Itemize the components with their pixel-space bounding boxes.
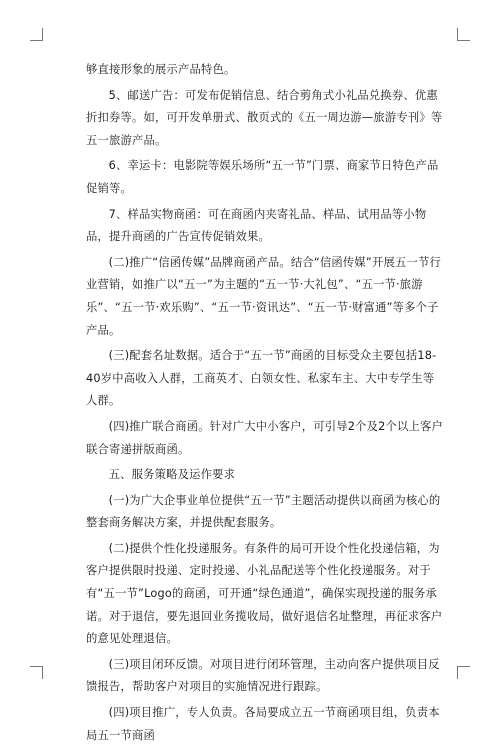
paragraph-lucky-card: 6、幸运卡：电影院等娱乐场所“五一节”门票、商家节日特色产品促销等。	[86, 159, 439, 195]
crop-mark-top-left	[30, 28, 43, 41]
section-heading-service-strategy: 五、服务策略及运作要求	[108, 468, 236, 482]
paragraph-continuation: 够直接形象的展示产品特色。	[86, 63, 236, 76]
paragraph-closed-loop-feedback: (三)项目闭环反馈。对项目进行闭环管理，主动向客户提供项目反馈报告，帮助客户对项目的实施情况进行跟踪。	[86, 657, 440, 694]
paragraph-project-promotion: (四)项目推广，专人负责。各局要成立五一节商函项目组，负责本局五一节商函	[86, 706, 440, 742]
paragraph-brand-products: (二)推广“信函传媒”品牌商函产品。结合“信函传媒”开展五一节行业营销，如推广以“五一”为主题的“五一节·大礼包”、“五一节·旅游乐”、“五一节·欢乐购”、“五一节·资讯达”、“五一节·财富通”等多个子产品。	[86, 255, 441, 337]
paragraph-sample-mail: 7、样品实物商函：可在商函内夹寄礼品、样品、试用品等小物品，提升商函的广告宣传促销效果。	[86, 207, 427, 244]
paragraph-address-data: (三)配套名址数据。适合于“五一节”商函的目标受众主要包括18-40岁中高收入人群，工商英才、白领女性、私家车主、大中专学生等人群。	[86, 349, 437, 408]
crop-mark-top-right	[457, 28, 470, 41]
paragraph-mail-ads: 5、邮送广告：可发布促销信息、结合剪角式小礼品兑换券、优惠折扣券等。如，可开发单册式、散页式的《五一周边游—旅游专刊》等五一旅游产品。	[86, 88, 443, 147]
document-body	[86, 59, 444, 750]
paragraph-joint-mail: (四)推广联合商函。针对广大中小客户，可引导2个及2个以上客户联合寄递拼版商函。	[86, 419, 444, 456]
paragraph-personalized-delivery: (二)提供个性化投递服务。有条件的局可开设个性化投递信箱，为客户提供限时投递、定时投递、小礼品配送等个性化投递服务。对于有“五一节”Logo的商函，可开通“绿色通道”，确保实现投递的服务承诺。对于退信，要先退回业务揽收局，做好退信名址整理，再征求客户的意见处理退信。	[86, 541, 443, 646]
crop-mark-bottom-right	[457, 666, 470, 679]
paragraph-business-solution: (一)为广大企事业单位提供“五一节”主题活动提供以商函为核心的整套商务解决方案，并提供配套服务。	[86, 493, 441, 530]
crop-mark-bottom-left	[30, 666, 43, 679]
